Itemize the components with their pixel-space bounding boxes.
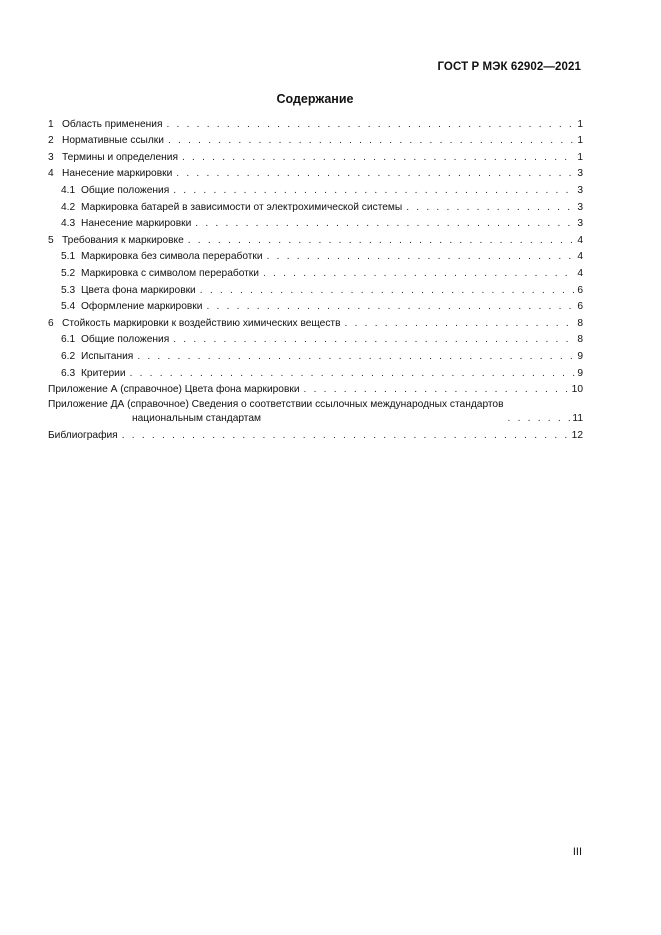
toc-entry-title: Оформление маркировки: [81, 301, 203, 313]
toc-entry-number: 5.4: [61, 301, 76, 313]
toc-entry[interactable]: [48, 331, 583, 348]
toc-entry[interactable]: [48, 264, 583, 281]
page-title: Содержание: [276, 92, 354, 106]
leader-dots: [195, 217, 575, 231]
toc-entry-number: 5.1: [61, 251, 76, 263]
toc-entry[interactable]: [48, 198, 583, 215]
toc-entry-number: 4.3: [61, 218, 76, 230]
toc-entry-appendix-da[interactable]: [48, 397, 583, 426]
toc-entry-title: Критерии: [81, 367, 126, 379]
toc-entry-title: Область применения: [62, 118, 163, 130]
toc-entry-page: 8: [577, 317, 583, 329]
leader-dots: [508, 412, 571, 426]
toc-entry-page: 12: [571, 429, 583, 441]
toc-entry-page: 3: [577, 168, 583, 180]
toc-entry-page: 3: [577, 184, 583, 196]
toc-entry-page: 9: [577, 350, 583, 362]
toc-entry-page: 10: [571, 384, 583, 396]
toc-entry-page: 8: [577, 334, 583, 346]
toc-entry-page: 3: [577, 201, 583, 213]
toc-entry[interactable]: [48, 165, 583, 182]
toc-entry-page: 9: [577, 367, 583, 379]
toc-entry-page: 1: [577, 151, 583, 163]
leader-dots: [168, 134, 575, 148]
leader-dots: [182, 151, 575, 165]
leader-dots: [200, 284, 576, 298]
document-code: ГОСТ Р МЭК 62902—2021: [437, 61, 581, 73]
toc-entry-bibliography[interactable]: [48, 426, 583, 443]
toc-entry-title: Маркировка батарей в зависимости от электрохимической системы: [81, 201, 403, 213]
toc-entry-number: 5.3: [61, 284, 76, 296]
toc-entry-number: 6.3: [61, 367, 76, 379]
toc-entry-page: 4: [577, 267, 583, 279]
toc-entry-number: 5: [48, 234, 54, 246]
toc-entry-number: 4.2: [61, 201, 76, 213]
toc-entry-number: 4: [48, 168, 54, 180]
toc-entry-number: 3: [48, 151, 54, 163]
toc-entry-title: Приложение А (справочное) Цвета фона маркировки: [48, 384, 300, 396]
toc-entry-number: 4.1: [61, 184, 76, 196]
toc-entry-title: Стойкость маркировки к воздействию химических веществ: [62, 317, 341, 329]
toc-entry[interactable]: [48, 364, 583, 381]
toc-entry-title: Маркировка с символом переработки: [81, 267, 259, 279]
toc-entry[interactable]: [48, 347, 583, 364]
toc-entry-title-continuation: национальным стандартам: [132, 413, 262, 425]
toc-entry-title: Общие положения: [81, 334, 170, 346]
toc-entry-page: 11: [572, 413, 583, 425]
toc-entry[interactable]: [48, 148, 583, 165]
leader-dots: [188, 234, 576, 248]
toc-entry-number: 6.2: [61, 350, 76, 362]
toc-entry[interactable]: [48, 215, 583, 232]
page-number: III: [572, 846, 582, 858]
leader-dots: [263, 267, 575, 281]
toc-entry-page: 1: [577, 118, 583, 130]
leader-dots: [206, 300, 575, 314]
toc-entry-page: 4: [577, 251, 583, 263]
toc-entry-page: 1: [577, 135, 583, 147]
leader-dots: [173, 184, 575, 198]
toc-entry-title: Цвета фона маркировки: [81, 284, 196, 296]
leader-dots: [345, 317, 576, 331]
leader-dots: [176, 167, 575, 181]
toc-entry-title: Термины и определения: [62, 151, 178, 163]
toc-entry[interactable]: [48, 181, 583, 198]
toc-entry-number: 6: [48, 317, 54, 329]
toc-entry-title: Приложение ДА (справочное) Сведения о соответствии ссылочных международных стандартов: [48, 399, 504, 411]
toc-entry[interactable]: [48, 281, 583, 298]
toc-entry-title: Нормативные ссылки: [62, 135, 164, 147]
toc-entry[interactable]: [48, 115, 583, 132]
toc-entry-number: 1: [48, 118, 54, 130]
toc-entry-title: Нанесение маркировки: [62, 168, 173, 180]
toc-entry-appendix-a[interactable]: [48, 381, 583, 398]
toc-entry[interactable]: [48, 132, 583, 149]
toc-entry[interactable]: [48, 298, 583, 315]
toc-entry-page: 3: [577, 218, 583, 230]
toc-entry[interactable]: [48, 314, 583, 331]
toc-entry[interactable]: [48, 248, 583, 265]
toc-entry-title: Библиография: [48, 429, 118, 441]
toc-entry[interactable]: [48, 231, 583, 248]
leader-dots: [173, 333, 575, 347]
toc-entry-number: 5.2: [61, 267, 76, 279]
leader-dots: [304, 383, 570, 397]
toc-entry-number: 2: [48, 135, 54, 147]
toc-entry-title: Нанесение маркировки: [81, 218, 192, 230]
leader-dots: [122, 429, 570, 443]
leader-dots: [130, 367, 576, 381]
leader-dots: [406, 201, 575, 215]
toc-entry-page: 6: [577, 284, 583, 296]
leader-dots: [267, 250, 576, 264]
toc-entry-title: Испытания: [81, 350, 134, 362]
toc-entry-page: 6: [577, 301, 583, 313]
leader-dots: [137, 350, 575, 364]
table-of-contents: [48, 115, 583, 443]
toc-entry-title: Маркировка без символа переработки: [81, 251, 263, 263]
toc-entry-title: Общие положения: [81, 184, 170, 196]
toc-entry-page: 4: [577, 234, 583, 246]
toc-entry-title: Требования к маркировке: [62, 234, 184, 246]
toc-entry-number: 6.1: [61, 334, 76, 346]
leader-dots: [166, 118, 575, 132]
